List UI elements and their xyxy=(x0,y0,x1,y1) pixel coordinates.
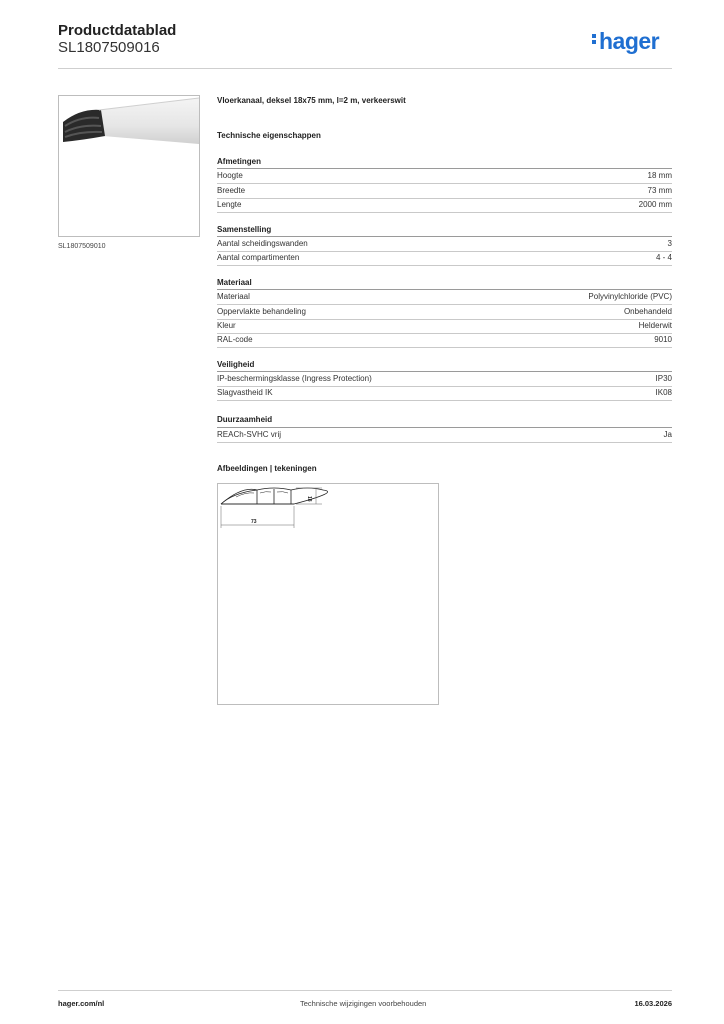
row-label: RAL-code xyxy=(217,335,253,344)
table-row xyxy=(217,333,672,348)
section-title-materiaal: Materiaal xyxy=(217,278,252,287)
floor-duct-illustration-icon xyxy=(59,96,199,236)
row-value: IK08 xyxy=(655,388,672,397)
row-value: 2000 mm xyxy=(638,200,672,209)
footer-date: 16.03.2026 xyxy=(634,999,672,1008)
row-label: Oppervlakte behandeling xyxy=(217,307,306,316)
logo-dots-icon xyxy=(592,32,597,46)
row-label: Hoogte xyxy=(217,171,243,180)
section-title-afmetingen: Afmetingen xyxy=(217,157,261,166)
product-description: Vloerkanaal, deksel 18x75 mm, l=2 m, verkeerswit xyxy=(217,96,406,105)
logo-text: hager xyxy=(599,28,660,54)
product-code: SL1807509016 xyxy=(58,39,160,56)
row-label: Aantal scheidingswanden xyxy=(217,239,308,248)
section-title-veiligheid: Veiligheid xyxy=(217,360,255,369)
table-row xyxy=(217,290,672,305)
dimension-height-label: 18 xyxy=(306,496,312,502)
row-value: 3 xyxy=(667,239,672,248)
row-label: REACh-SVHC vrij xyxy=(217,430,282,439)
technical-drawing xyxy=(217,483,439,705)
table-row xyxy=(217,169,672,184)
footer-disclaimer: Technische wijzigingen voorbehouden xyxy=(300,999,427,1008)
table-row xyxy=(217,251,672,266)
dimension-width-label: 73 xyxy=(251,519,257,525)
table-row xyxy=(217,305,672,320)
table-row xyxy=(217,184,672,199)
row-value: Ja xyxy=(663,430,672,439)
row-label: Lengte xyxy=(217,200,242,209)
product-image xyxy=(58,95,200,237)
row-value: IP30 xyxy=(655,374,672,383)
cross-section-drawing-icon xyxy=(218,484,438,704)
row-label: Kleur xyxy=(217,321,236,330)
row-label: Aantal compartimenten xyxy=(217,253,300,262)
table-row xyxy=(217,386,672,401)
top-divider xyxy=(58,68,672,69)
page-title: Productdatablad xyxy=(58,22,177,39)
row-value: Onbehandeld xyxy=(623,307,672,316)
row-value: 73 mm xyxy=(647,186,672,195)
row-label: Slagvastheid IK xyxy=(217,388,273,397)
hager-logo xyxy=(592,28,659,55)
table-row xyxy=(217,198,672,213)
table-row xyxy=(217,319,672,334)
table-row xyxy=(217,372,672,387)
drawings-title: Afbeeldingen | tekeningen xyxy=(217,464,317,473)
row-value: Helderwit xyxy=(638,321,672,330)
row-value: 9010 xyxy=(654,335,672,344)
row-value: Polyvinylchloride (PVC) xyxy=(588,292,672,301)
row-value: 4 - 4 xyxy=(655,253,672,262)
row-value: 18 mm xyxy=(647,171,672,180)
bottom-divider xyxy=(58,990,672,991)
footer-website-link[interactable]: hager.com/nl xyxy=(58,999,105,1008)
section-title-samenstelling: Samenstelling xyxy=(217,225,272,234)
row-label: Materiaal xyxy=(217,292,250,301)
table-row xyxy=(217,428,672,443)
tech-properties-title: Technische eigenschappen xyxy=(217,131,321,140)
table-row xyxy=(217,237,672,252)
product-image-caption: SL1807509010 xyxy=(58,243,106,250)
row-label: Breedte xyxy=(217,186,246,195)
section-title-duurzaamheid: Duurzaamheid xyxy=(217,415,273,424)
row-label: IP-beschermingsklasse (Ingress Protection) xyxy=(217,374,372,383)
